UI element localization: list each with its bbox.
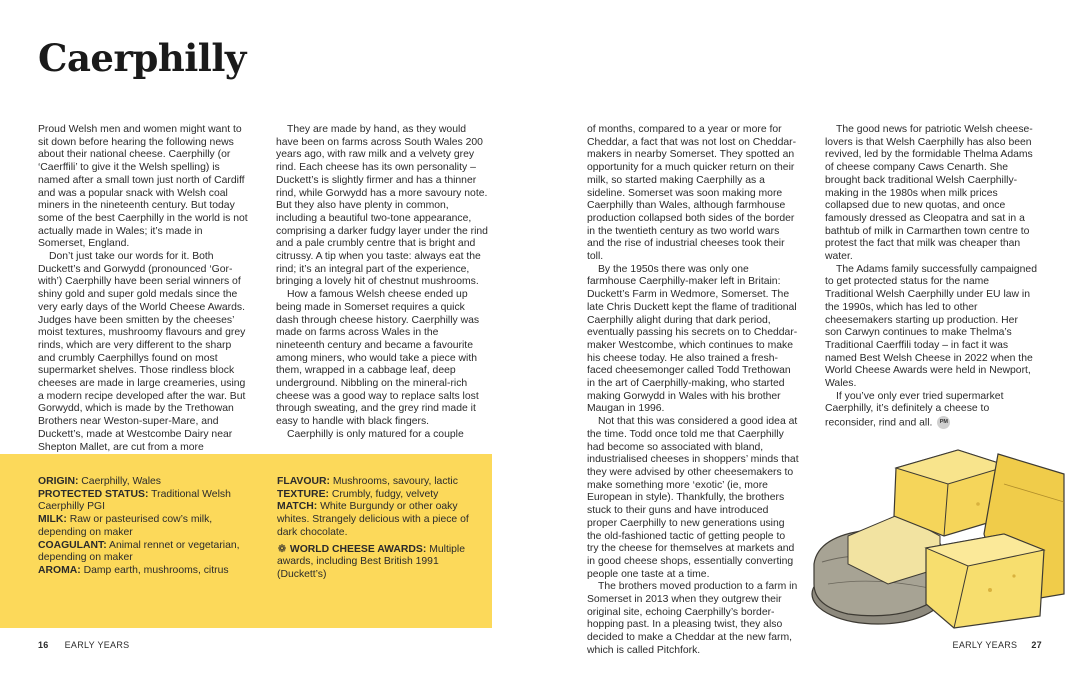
fact-milk — [38, 514, 243, 539]
fact-label: MILK: — [38, 514, 67, 526]
final-paragraph — [825, 391, 1037, 430]
fact-value: Raw or pasteurised cow’s milk, depending on maker — [38, 514, 213, 538]
text-column-4 — [825, 124, 1037, 430]
award-rosette-icon: ❁ — [277, 543, 287, 555]
paragraph: The good news for patriotic Welsh cheese-lovers is that Welsh Caerphilly has also been revived, led by the formidable Thelma Adams of cheese company Caws Cenarth. She brought back traditional Welsh Caerphilly-making in the 1980s when milk prices collapsed due to new quotas, and once famously dressed as Cleopatra and sat in a bathtub of milk in Carmarthen town centre to protest the fact that milk was cheaper than water. — [825, 124, 1033, 263]
author-initials-badge: PM — [937, 416, 950, 429]
fact-protected-status — [38, 489, 243, 514]
text-column-2 — [276, 124, 488, 442]
cheese-factbox — [0, 454, 492, 628]
page-number-left: 16 — [38, 640, 49, 650]
fact-value: Damp earth, mushrooms, citrus — [83, 564, 229, 576]
factbox-column-left — [38, 476, 243, 578]
fact-value: Crumbly, fudgy, velvety — [331, 488, 439, 500]
fact-awards — [277, 544, 482, 582]
page-number-right: 27 — [1031, 640, 1042, 650]
fact-label: PROTECTED STATUS: — [38, 488, 149, 500]
text-column-3 — [587, 124, 799, 658]
footer-left — [38, 640, 129, 650]
fact-label: ORIGIN: — [38, 476, 79, 487]
paragraph: Proud Welsh men and women might want to sit down before hearing the following news about their national cheese. Caerphilly (or ‘Caerffili’ to give it the Welsh spelling) is named after a small town just north of Cardiff and was a popular snack with Welsh coal miners in the nineteenth century. But today some of the best Caerphilly in the world is not actually made in Wales; it’s made in Somerset, England. — [38, 124, 248, 250]
paragraph: Caerphilly is only matured for a couple — [287, 428, 464, 440]
page-title: Caerphilly — [38, 36, 246, 80]
paragraph-text: If you’ve only ever tried supermarket Caerphilly, it’s definitely a cheese to reconsider, rind and all. — [825, 390, 1004, 429]
fact-match — [277, 501, 482, 539]
fact-value: Multiple awards, including Best British 1991 (Duckett’s) — [277, 543, 466, 580]
fact-value: Animal rennet or vegetarian, depending on maker — [38, 539, 240, 564]
factbox-column-right — [277, 476, 482, 582]
fact-label: FLAVOUR: — [277, 476, 330, 487]
paragraph: By the 1950s there was only one farmhouse Caerphilly-maker left in Britain: Duckett’s Farm in Wedmore, Somerset. The late Chris Duckett kept the flame of traditional Caerphilly alight during that dark period, eventually passing his secrets on to Cheddar-maker Westcombe, which continues to make his cheese today. He also trained a fresh-faced cheesemonger called Todd Trethowan in the art of Caerphilly-making, who started making Gorwydd in Wales with his brother Maugan in 1996. — [587, 263, 798, 415]
paragraph: How a famous Welsh cheese ended up being made in Somerset requires a quick dash through cheese history. Caerphilly was made on farms across Wales in the nineteenth century and became a favourite among miners, who would take a piece with them, wrapped in a cabbage leaf, deep underground. Nibbling on the mineral-rich cheese was a good way to replace salts lost through sweating, and the grey rind made it easy to handle with black fingers. — [276, 289, 480, 428]
paragraph: Don’t just take our words for it. Both Duckett’s and Gorwydd (pronounced ‘Gor-with’) Caerphilly have been serial winners of shiny gold and super gold medals since the very early days of the World Cheese Awards. Judges have been smitten by the cheeses’ moist textures, mushroomy flavours and grey rinds, which are very different to the sharp and crumbly Caerphillys found on most supermarket shelves. Those rindless block cheeses are made in large creameries, using a modern recipe developed after the war. But Gorwydd, which is made by the Trethowan Brothers near Weston-super-Mare, and Duckett’s, made at Westcombe Dairy near Shepton Mallet, are cut from a more — [38, 251, 246, 453]
fact-value: White Burgundy or other oaky whites. Strangely delicious with a piece of dark chocolate. — [277, 501, 469, 538]
paragraph: Not that this was considered a good idea at the time. Todd once told me that Caerphilly had become so associated with bland, industrialised cheeses in shoppers’ minds that they were advised by other cheesemakers to make something more ‘exotic’ (ie, more European in style). Thankfully, the brothers stuck to their guns and have introduced proper Caerphilly to new generations using the old-fashioned tactic of getting people to try the cheese for themselves at markets and in good cheese shops, essentially converting people one taste at a time. — [587, 416, 799, 580]
fact-value: Traditional Welsh Caerphilly PGI — [38, 488, 231, 513]
fact-origin — [38, 476, 243, 489]
fact-label: TEXTURE: — [277, 488, 329, 500]
cheese-illustration-icon — [808, 444, 1070, 634]
paragraph: The Adams family successfully campaigned to get protected status for the name Traditional Welsh Caerphilly under EU law in the 1990s, which has led to other cheesemakers starting up production. Her son Carwyn continues to make Thelma’s Traditional Caerffili today – in fact it was named Best Welsh Cheese in 2022 when the World Cheese Awards were held in Newport, Wales. — [825, 263, 1037, 390]
section-name-right: EARLY YEARS — [952, 640, 1018, 650]
paragraph: The brothers moved production to a farm in Somerset in 2013 when they outgrew their original site, echoing Caerphilly’s border-hopping past. In a pleasing twist, they also decided to make a Cheddar at the new farm, which is called Pitchfork. — [587, 581, 798, 656]
fact-value: Caerphilly, Wales — [81, 476, 161, 487]
fact-label: AROMA: — [38, 564, 81, 576]
section-name-left: EARLY YEARS — [64, 640, 130, 650]
fact-texture — [277, 489, 482, 502]
fact-label: MATCH: — [277, 501, 318, 513]
paragraph: of months, compared to a year or more for Cheddar, a fact that was not lost on Cheddar-makers in nearby Somerset. They spotted an opportunity for a much quicker return on their milk, so started making Caerphilly as a sideline. Somerset was soon making more Caerphilly than Wales, although farmhouse production collapsed both sides of the border in the twentieth century as two world wars and the rise of industrial cheeses took their toll. — [587, 124, 797, 263]
fact-label: WORLD CHEESE AWARDS: — [289, 543, 427, 555]
fact-label: COAGULANT: — [38, 539, 107, 551]
fact-aroma — [38, 565, 243, 578]
footer-right — [953, 640, 1042, 650]
fact-flavour — [277, 476, 482, 489]
paragraph: They are made by hand, as they would have been on farms across South Wales 200 years ago, with raw milk and a velvety grey rind. Each cheese has its own personality – Duckett’s is slightly firmer and has a thinner rind, while Gorwydd has a more savoury note. But they also have plenty in common, including a beautiful two-tone appearance, comprising a darker fudgy layer under the rind and a pale crumbly centre that is bright and citrussy. A tip when you taste: always eat the rind; it’s an integral part of the experience, bringing a lovely hit of chestnut mushrooms. — [276, 124, 488, 288]
fact-value: Mushrooms, savoury, lactic — [332, 476, 458, 487]
text-column-1 — [38, 124, 250, 467]
fact-coagulant — [38, 540, 243, 565]
